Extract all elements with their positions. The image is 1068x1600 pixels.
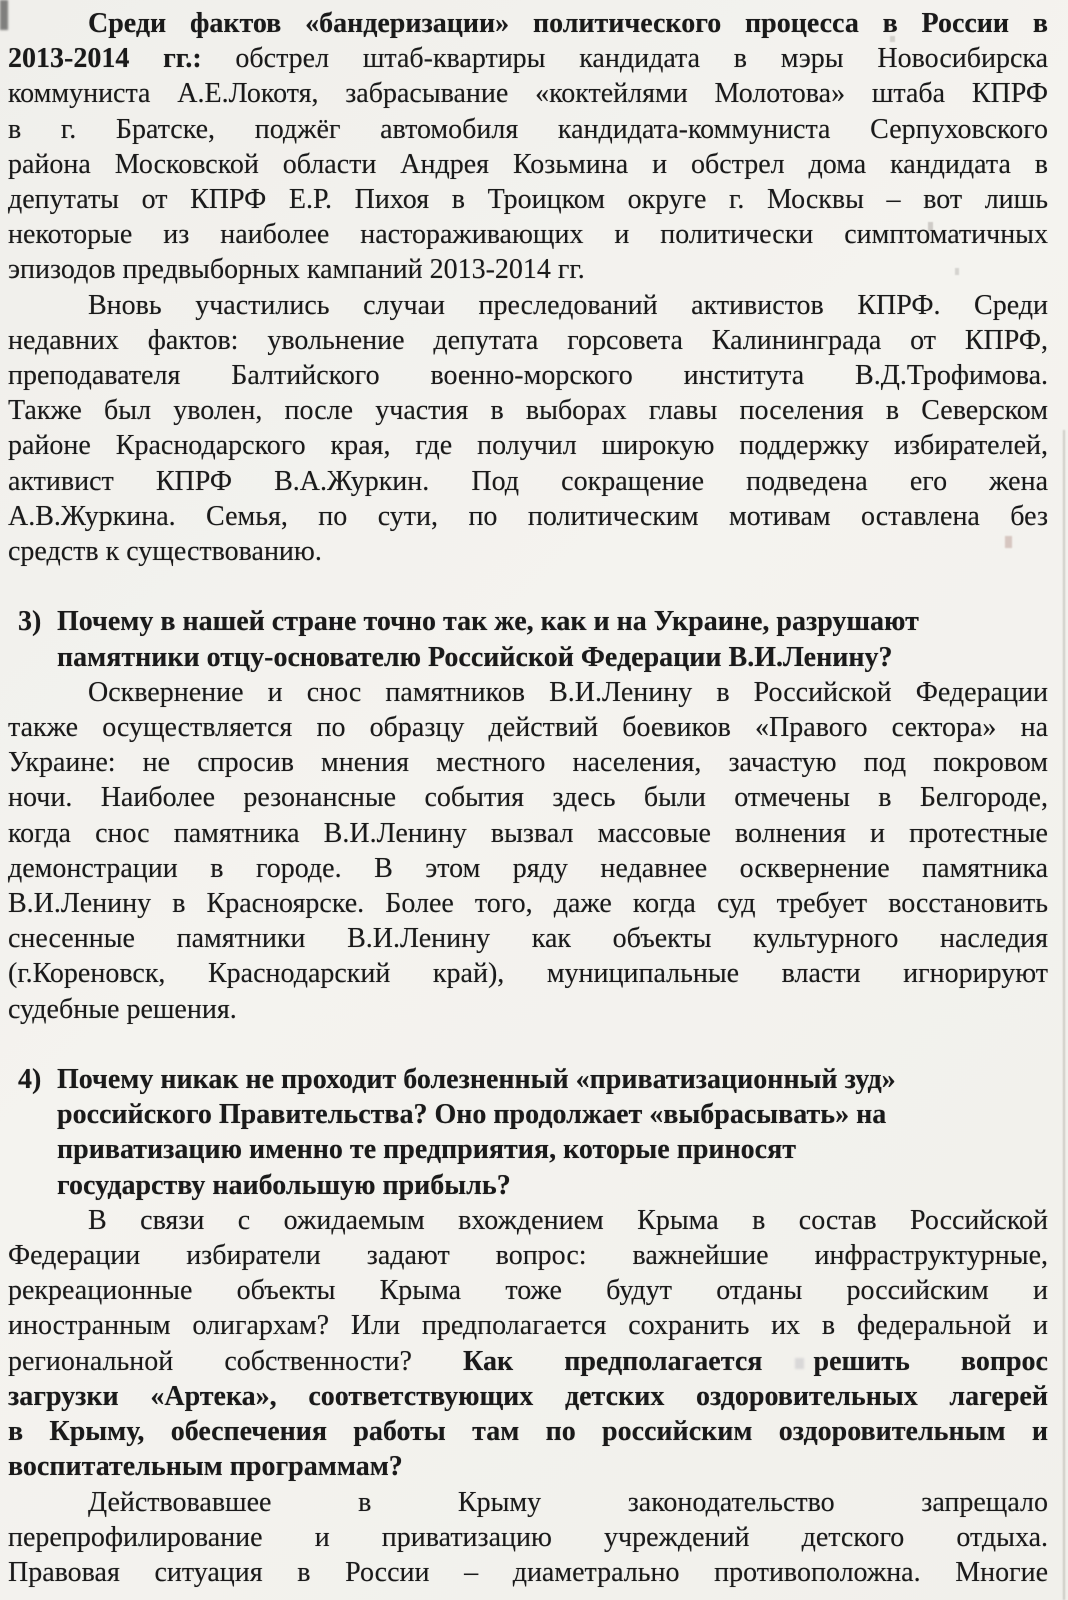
text-line — [8, 1308, 1048, 1343]
text-line — [8, 41, 1048, 76]
text-line — [8, 675, 1048, 710]
text-line — [8, 534, 1048, 569]
paragraph — [8, 288, 1048, 570]
bold-text-segment: Как предполагается решить вопрос — [463, 1345, 1048, 1377]
text-line — [8, 886, 1048, 921]
bold-text-segment: памятники отцу-основателю Российской Федерации В.И.Ленину — [57, 641, 879, 673]
text-segment: судебные решения. — [8, 993, 237, 1025]
paragraph — [8, 6, 1048, 288]
question-heading — [18, 604, 1048, 674]
text-segment: Федерации избиратели задают вопрос: важнейшие инфраструктурные, — [8, 1240, 1048, 1272]
text-line — [8, 1485, 1048, 1520]
text-line — [8, 464, 1048, 499]
text-line — [57, 1062, 1048, 1097]
text-segment: активист КПРФ В.А.Журкин. Под сокращение подведена его жена — [8, 465, 1048, 497]
question-heading-text — [57, 604, 1048, 674]
text-segment: обстрел штаб-квартиры кандидата в мэры Новосибирска — [201, 43, 1048, 75]
text-segment: в г. Братске, поджёг автомобиля кандидата-коммуниста Серпуховского — [8, 113, 1048, 145]
text-segment: депутаты от КПРФ Е.Р. Пихоя в Троицком округе г. Москвы – вот лишь — [8, 184, 1048, 216]
text-line — [8, 851, 1048, 886]
text-segment: эпизодов предвыборных кампаний 2013-2014 гг. — [8, 254, 585, 286]
bold-text-segment: приватизацию именно те предприятия, которые приносят — [57, 1134, 797, 1166]
text-line — [57, 1097, 1048, 1132]
text-line — [8, 358, 1048, 393]
text-segment: региональной собственности? — [8, 1345, 464, 1377]
text-line — [8, 1555, 1048, 1590]
text-segment: ночи. Наиболее резонансные события здесь были отмечены в Белгороде, — [8, 782, 1048, 814]
text-line — [8, 499, 1048, 534]
text-line — [8, 76, 1048, 111]
text-line — [8, 1238, 1048, 1273]
text-segment: когда снос памятника В.И.Ленину вызвал массовые волнения и протестные — [8, 817, 1048, 849]
text-segment: Вновь участились случаи преследований активистов КПРФ. Среди — [88, 289, 1048, 321]
paragraph — [8, 1203, 1048, 1485]
text-segment: недавних фактов: увольнение депутата горсовета Калининграда от КПРФ, — [8, 324, 1048, 356]
text-segment: средств к существованию. — [8, 536, 322, 568]
text-segment: иностранным олигархам? Или предполагается сохранить их в федеральной и — [8, 1310, 1048, 1342]
text-segment: В.И.Ленину в Красноярске. Более того, даже когда суд требует восстановить — [8, 888, 1048, 920]
text-line — [8, 323, 1048, 358]
paragraph — [8, 1485, 1048, 1591]
text-segment: Действовавшее в Крыму законодательство запрещало — [88, 1486, 1048, 1518]
text-segment: района Московской области Андрея Козьмина и обстрел дома кандидата в — [8, 148, 1048, 180]
text-line — [8, 288, 1048, 323]
list-number: 3) — [18, 606, 42, 638]
scan-smudge-top-left — [0, 0, 8, 30]
text-line — [8, 816, 1048, 851]
question-heading — [18, 1062, 1048, 1203]
text-segment: А.В.Журкина. Семья, по сути, по политическим мотивам оставлена без — [8, 500, 1048, 532]
text-segment: (г.Кореновск, Краснодарский край), муниципальные власти игнорируют — [8, 958, 1048, 990]
bold-text-segment: Среди фактов «бандеризации» политического процесса в России в — [88, 8, 1048, 39]
bold-text-segment: в Крыму, обеспечения работы там по российским оздоровительным и — [8, 1416, 1048, 1448]
bold-text-segment: загрузки «Артека», соответствующих детских оздоровительных лагерей — [8, 1380, 1048, 1412]
list-number: 4) — [18, 1064, 42, 1096]
text-line — [8, 780, 1048, 815]
bold-text-segment: воспитательным программам? — [8, 1451, 403, 1483]
question-heading-text — [57, 1062, 1048, 1203]
text-line — [57, 640, 1048, 675]
bold-text-segment: государству наибольшую прибыль? — [57, 1169, 511, 1201]
text-segment: также осуществляется по образцу действий боевиков «Правого сектора» на — [8, 712, 1048, 744]
paragraph — [8, 675, 1048, 1027]
text-line — [8, 217, 1048, 252]
text-line — [8, 182, 1048, 217]
text-line — [8, 745, 1048, 780]
text-line — [8, 147, 1048, 182]
text-segment: преподавателя Балтийского военно-морского института В.Д.Трофимова. — [8, 360, 1048, 392]
text-line — [8, 1449, 1048, 1484]
text-line — [8, 1273, 1048, 1308]
text-segment: Украине: не спросив мнения местного населения, зачастую под покровом — [8, 747, 1048, 779]
text-line — [8, 252, 1048, 287]
text-line — [8, 6, 1048, 41]
text-segment: В связи с ожидаемым вхождением Крыма в состав Российской — [88, 1204, 1048, 1236]
text-line — [8, 992, 1048, 1027]
scan-crease-right — [1063, 430, 1065, 1600]
text-line — [8, 1520, 1048, 1555]
text-segment: Осквернение и снос памятников В.И.Ленину в Российской Федерации — [88, 676, 1048, 708]
text-segment: некоторые из наиболее настораживающих и политически симптоматичных — [8, 219, 1048, 251]
text-segment: Также был уволен, после участия в выборах главы поселения в Северском — [8, 395, 1048, 427]
bold-text-segment: Почему в нашей стране точно так же, как и на Украине, разрушают — [57, 606, 919, 638]
text-line — [8, 1379, 1048, 1414]
text-line — [57, 1132, 1048, 1167]
text-line — [8, 393, 1048, 428]
text-segment: снесенные памятники В.И.Ленину как объекты культурного наследия — [8, 923, 1048, 955]
text-segment: Правовая ситуация в России – диаметрально противоположна. Многие — [8, 1556, 1048, 1588]
text-segment: рекреационные объекты Крыма тоже будут отданы российским и — [8, 1275, 1048, 1307]
text-segment: демонстрации в городе. В этом ряду недавнее осквернение памятника — [8, 852, 1048, 884]
text-line — [8, 112, 1048, 147]
text-line — [57, 1168, 1048, 1203]
text-segment: перепрофилирование и приватизацию учреждений детского отдыха. — [8, 1521, 1048, 1553]
text-line — [8, 1414, 1048, 1449]
text-line — [8, 921, 1048, 956]
text-segment: коммуниста А.Е.Локотя, забрасывание «коктейлями Молотова» штаба КПРФ — [8, 78, 1048, 110]
bold-text-segment: 2013-2014 гг.: — [8, 43, 202, 75]
text-line — [8, 710, 1048, 745]
text-line — [57, 604, 1048, 639]
text-segment: ? — [878, 641, 893, 673]
bold-text-segment: российского Правительства? Оно продолжает «выбрасывать» на — [57, 1099, 887, 1131]
text-line — [8, 428, 1048, 463]
text-line — [8, 956, 1048, 991]
text-line — [8, 1203, 1048, 1238]
text-line — [8, 1344, 1048, 1379]
text-segment: районе Краснодарского края, где получил широкую поддержку избирателей, — [8, 430, 1048, 462]
bold-text-segment: Почему никак не проходит болезненный «приватизационный зуд» — [57, 1064, 896, 1096]
